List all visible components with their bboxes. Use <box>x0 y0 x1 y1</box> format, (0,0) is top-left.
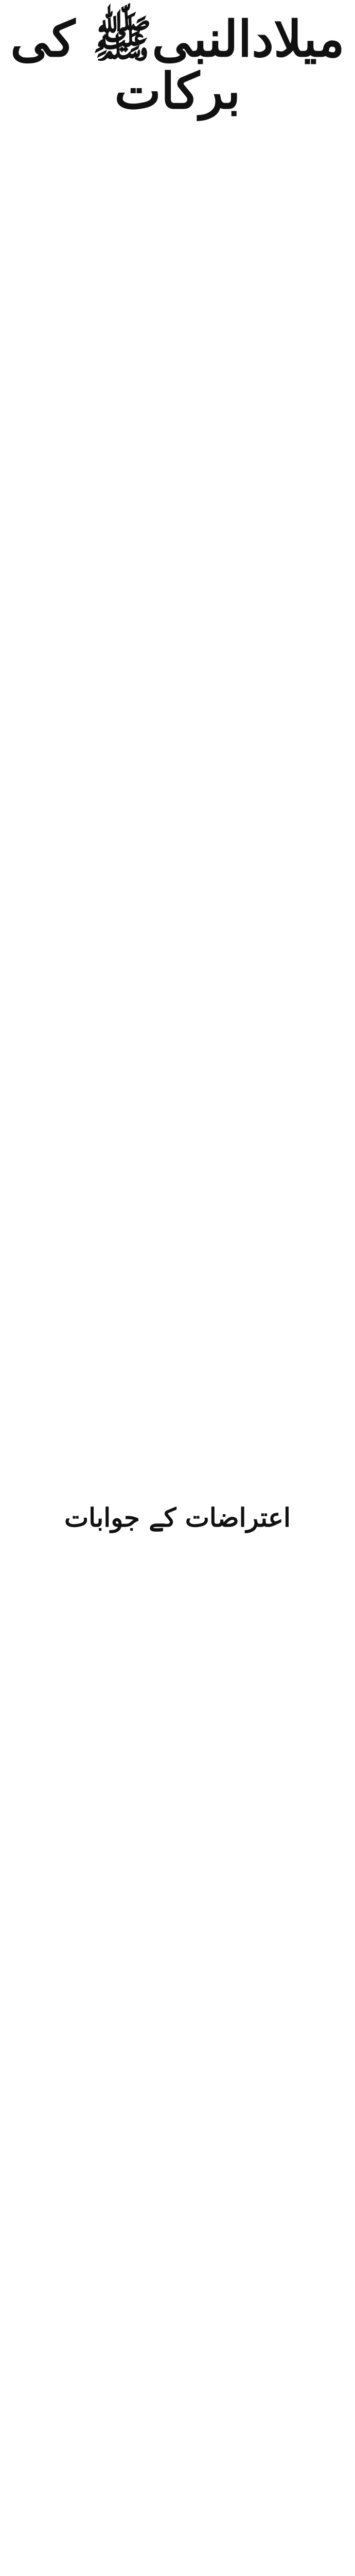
body-paragraph <box>9 1546 346 1608</box>
body-paragraph <box>9 1814 346 1876</box>
body-paragraph <box>9 198 346 260</box>
body-paragraph <box>9 131 346 193</box>
body-paragraph <box>9 1747 346 1809</box>
body-paragraph <box>9 1881 346 1943</box>
body-paragraph <box>9 332 346 394</box>
section-2-body <box>9 1546 346 2576</box>
body-paragraph <box>9 1613 346 1675</box>
body-paragraph <box>9 265 346 327</box>
body-paragraph <box>9 399 346 461</box>
section-1-body <box>9 131 346 1486</box>
section-2-heading: اعتراضات کے جوابات <box>64 1502 291 1533</box>
article-title: میلادالنبیﷺ کی برکات <box>10 10 345 120</box>
body-paragraph <box>9 1680 346 1742</box>
